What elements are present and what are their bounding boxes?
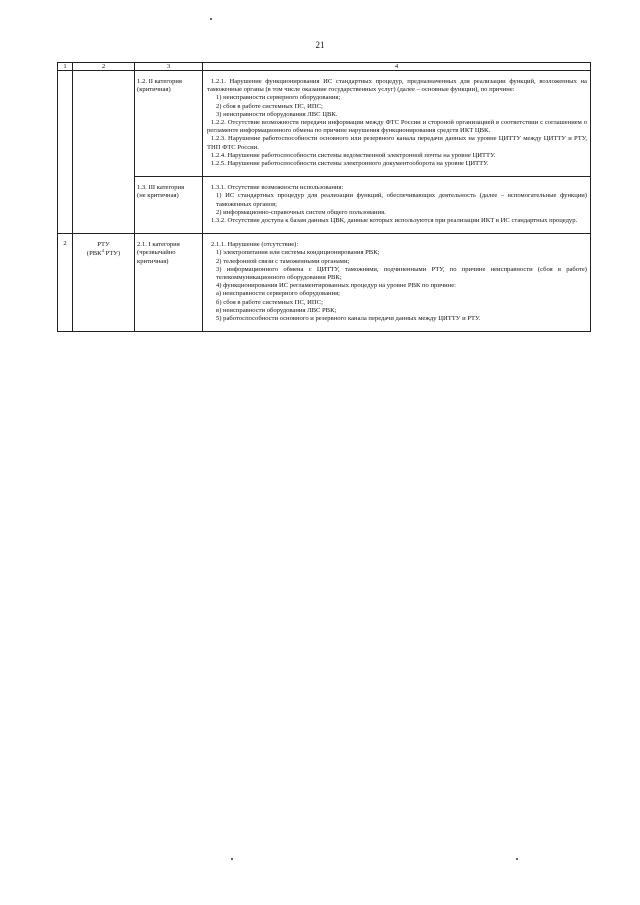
header-col-4: 4 <box>203 63 591 71</box>
table-row <box>58 177 591 234</box>
footnote-mark: 4 <box>101 247 104 253</box>
description-paragraph: в) неисправности оборудования ЛВС РВК; <box>216 306 337 314</box>
description-paragraph: 5) работоспособности основного и резервного канала передачи данных между ЦИТТУ и РТУ. <box>216 315 481 323</box>
category-label: 2.1. I категория <box>137 241 180 249</box>
header-col-1: 1 <box>58 63 73 71</box>
category-cell-1-2 <box>135 71 203 177</box>
description-paragraph: 1.2.2. Отсутствие возможности передачи информации между ФТС России и стороной организацией в соответствии с соглашением о регламенте информационного обмена по причине нарушения функционирования средств ИКТ ЦВК. <box>207 119 587 135</box>
description-paragraph: 1.2.3. Нарушение работоспособности основного или резервного канала передачи данных на уровне ЦИТТУ между ЦИТТУ и РТУ, ТНП ФТС России. <box>207 135 587 151</box>
description-cell-2-1 <box>203 234 591 332</box>
scan-speck <box>210 18 212 20</box>
system-subname-b: РТУ) <box>103 249 121 257</box>
category-sublabel: критичная) <box>137 257 169 265</box>
description-paragraph: 2) информационно-справочных систем общего пользования. <box>216 208 386 216</box>
description-paragraph: 1.2.1. Нарушение функционирования ИС стандартных процедур, предназначенных для реализации функций, возложенных на таможенные органы (в том числе оказание государственных услуг) (далее – основные функции), по причине: <box>207 78 587 94</box>
description-paragraph: 3) информационного обмена с ЦИТТУ, таможнями, подчиненными РТУ, по причине неисправности (сбоя в работе) телекоммуникационного оборудования РВК; <box>216 265 587 282</box>
description-paragraph: 1) ИС стандартных процедур для реализации функций, обеспечивающих деятельность (далее – вспомогательные функции) таможенных органов; <box>216 192 587 208</box>
description-paragraph: 2) сбоя в работе системных ПС, ИПС; <box>216 102 323 110</box>
system-name: РТУ <box>97 241 110 249</box>
category-label: 1.2. II категория <box>137 78 182 85</box>
page-number: 21 <box>315 40 325 50</box>
table-row <box>58 234 591 332</box>
incident-category-table <box>57 62 591 332</box>
row-number: 2 <box>58 234 73 332</box>
description-paragraph: 1.2.4. Нарушение работоспособности системы ведомственной электронной почты на уровне ЦИТТУ. <box>211 151 496 159</box>
description-cell-1-2 <box>203 71 591 177</box>
header-col-3: 3 <box>135 63 203 71</box>
system-cell <box>73 234 135 332</box>
description-paragraph: 4) функционирования ИС регламентированных процедур на уровне РВК по причине: <box>216 282 456 290</box>
description-paragraph: 2.1.1. Нарушение (отсутствие): <box>211 241 299 249</box>
table-header-row <box>58 63 591 71</box>
row1-system-cell <box>73 71 135 234</box>
category-sublabel: (чрезвычайно <box>137 249 176 257</box>
description-paragraph: 1.3.2. Отсутствие доступа к базам данных ЦВК, данные которых используются при реализации ИКТ в ИС стандартных процедур. <box>211 217 578 225</box>
header-col-2: 2 <box>73 63 135 71</box>
description-paragraph: а) неисправности серверного оборудования; <box>216 290 340 298</box>
category-cell-1-3 <box>135 177 203 234</box>
description-cell-1-3 <box>203 177 591 234</box>
description-paragraph: 1) неисправности серверного оборудования; <box>216 94 341 102</box>
category-sublabel: (критичная) <box>137 86 171 94</box>
row1-num-cell <box>58 71 73 234</box>
category-sublabel: (не критичная) <box>137 192 179 200</box>
description-paragraph: 2) телефонной связи с таможенными органами; <box>216 257 350 265</box>
scan-speck <box>231 858 233 860</box>
description-paragraph: б) сбоя в работе системных ПС, ИПС; <box>216 298 323 306</box>
category-cell-2-1 <box>135 234 203 332</box>
system-subname <box>73 247 134 259</box>
description-paragraph: 1.3.1. Отсутствие возможности использования: <box>211 184 344 192</box>
description-paragraph: 1.2.5. Нарушение работоспособности системы электронного документооборота на уровне ЦИТТУ. <box>211 160 489 168</box>
description-paragraph: 1) электропитания или системы кондиционирования РВК; <box>216 249 380 257</box>
scan-speck <box>516 858 518 860</box>
category-label: 1.3. III категория <box>137 184 185 192</box>
description-paragraph: 3) неисправности оборудования ЛВС ЦВК. <box>216 110 338 118</box>
table-row <box>58 71 591 177</box>
system-subname-a: (РВК <box>86 249 102 257</box>
